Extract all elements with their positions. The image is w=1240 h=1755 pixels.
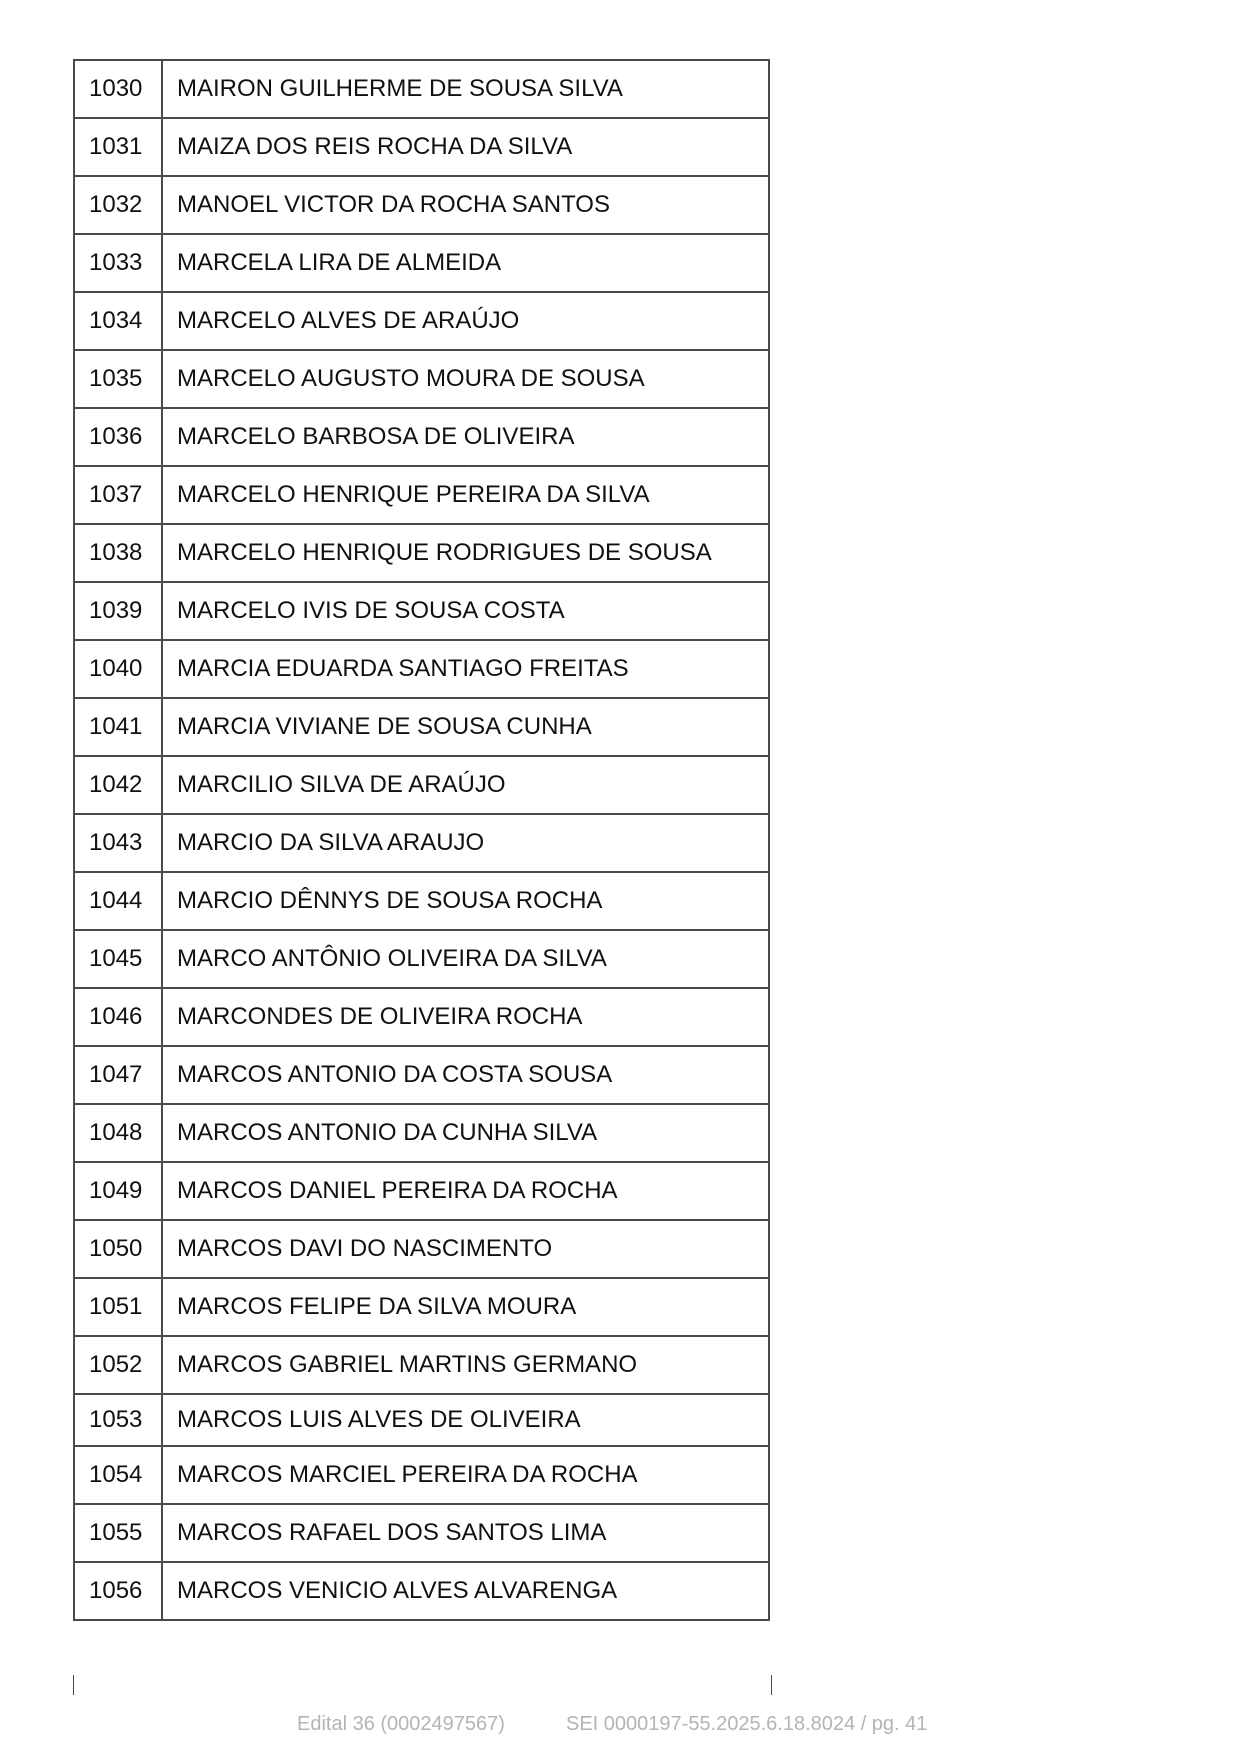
table-row <box>74 60 769 118</box>
row-number: 1034 <box>74 292 162 350</box>
table-row <box>74 1562 769 1620</box>
table-row <box>74 988 769 1046</box>
person-name: MARCIA VIVIANE DE SOUSA CUNHA <box>162 698 769 756</box>
row-number: 1045 <box>74 930 162 988</box>
row-number: 1053 <box>74 1394 162 1446</box>
row-number: 1049 <box>74 1162 162 1220</box>
person-name: MARCOS GABRIEL MARTINS GERMANO <box>162 1336 769 1394</box>
row-number: 1056 <box>74 1562 162 1620</box>
person-name: MANOEL VICTOR DA ROCHA SANTOS <box>162 176 769 234</box>
person-name: MAIRON GUILHERME DE SOUSA SILVA <box>162 60 769 118</box>
table-row <box>74 930 769 988</box>
row-number: 1046 <box>74 988 162 1046</box>
table-row <box>74 582 769 640</box>
row-number: 1033 <box>74 234 162 292</box>
person-name: MARCOS MARCIEL PEREIRA DA ROCHA <box>162 1446 769 1504</box>
person-name: MARCOS DANIEL PEREIRA DA ROCHA <box>162 1162 769 1220</box>
person-name: MARCELO HENRIQUE PEREIRA DA SILVA <box>162 466 769 524</box>
person-name: MAIZA DOS REIS ROCHA DA SILVA <box>162 118 769 176</box>
table-row <box>74 640 769 698</box>
row-number: 1041 <box>74 698 162 756</box>
table-row <box>74 524 769 582</box>
table-row <box>74 1336 769 1394</box>
row-number: 1055 <box>74 1504 162 1562</box>
person-name: MARCIA EDUARDA SANTIAGO FREITAS <box>162 640 769 698</box>
person-name: MARCOS VENICIO ALVES ALVARENGA <box>162 1562 769 1620</box>
table-row <box>74 234 769 292</box>
person-name: MARCELO ALVES DE ARAÚJO <box>162 292 769 350</box>
person-name: MARCOS DAVI DO NASCIMENTO <box>162 1220 769 1278</box>
person-name: MARCOS ANTONIO DA CUNHA SILVA <box>162 1104 769 1162</box>
table-row <box>74 1104 769 1162</box>
table-row <box>74 1446 769 1504</box>
person-name: MARCELO HENRIQUE RODRIGUES DE SOUSA <box>162 524 769 582</box>
table-row <box>74 872 769 930</box>
row-number: 1030 <box>74 60 162 118</box>
person-name: MARCOS FELIPE DA SILVA MOURA <box>162 1278 769 1336</box>
person-name: MARCO ANTÔNIO OLIVEIRA DA SILVA <box>162 930 769 988</box>
row-number: 1037 <box>74 466 162 524</box>
row-number: 1031 <box>74 118 162 176</box>
table-row <box>74 1046 769 1104</box>
person-name: MARCELO IVIS DE SOUSA COSTA <box>162 582 769 640</box>
person-name: MARCOS RAFAEL DOS SANTOS LIMA <box>162 1504 769 1562</box>
document-reference: Edital 36 (0002497567) <box>297 1713 505 1735</box>
table-row <box>74 814 769 872</box>
table-row <box>74 1394 769 1446</box>
table-row <box>74 350 769 408</box>
person-name: MARCIO DÊNNYS DE SOUSA ROCHA <box>162 872 769 930</box>
person-name: MARCILIO SILVA DE ARAÚJO <box>162 756 769 814</box>
person-name: MARCELO BARBOSA DE OLIVEIRA <box>162 408 769 466</box>
row-number: 1048 <box>74 1104 162 1162</box>
person-name: MARCONDES DE OLIVEIRA ROCHA <box>162 988 769 1046</box>
page-footer <box>0 1713 1240 1743</box>
row-number: 1035 <box>74 350 162 408</box>
row-number: 1036 <box>74 408 162 466</box>
row-number: 1039 <box>74 582 162 640</box>
row-number: 1044 <box>74 872 162 930</box>
person-name: MARCOS ANTONIO DA COSTA SOUSA <box>162 1046 769 1104</box>
row-number: 1050 <box>74 1220 162 1278</box>
table-row <box>74 756 769 814</box>
row-number: 1042 <box>74 756 162 814</box>
table-row <box>74 292 769 350</box>
row-number: 1054 <box>74 1446 162 1504</box>
row-number: 1051 <box>74 1278 162 1336</box>
person-name: MARCELA LIRA DE ALMEIDA <box>162 234 769 292</box>
table-row <box>74 698 769 756</box>
name-list-table <box>73 59 770 1621</box>
row-number: 1047 <box>74 1046 162 1104</box>
table-continuation <box>73 1675 772 1695</box>
row-number: 1043 <box>74 814 162 872</box>
table-row <box>74 408 769 466</box>
row-number: 1052 <box>74 1336 162 1394</box>
table-row <box>74 466 769 524</box>
row-number: 1038 <box>74 524 162 582</box>
table-row <box>74 176 769 234</box>
table-row <box>74 118 769 176</box>
person-name: MARCELO AUGUSTO MOURA DE SOUSA <box>162 350 769 408</box>
person-name: MARCOS LUIS ALVES DE OLIVEIRA <box>162 1394 769 1446</box>
table-row <box>74 1278 769 1336</box>
row-number: 1032 <box>74 176 162 234</box>
table-row <box>74 1504 769 1562</box>
name-list-body <box>74 60 769 1620</box>
person-name: MARCIO DA SILVA ARAUJO <box>162 814 769 872</box>
table-row <box>74 1220 769 1278</box>
table-row <box>74 1162 769 1220</box>
sei-page-reference: SEI 0000197-55.2025.6.18.8024 / pg. 41 <box>566 1713 928 1735</box>
row-number: 1040 <box>74 640 162 698</box>
